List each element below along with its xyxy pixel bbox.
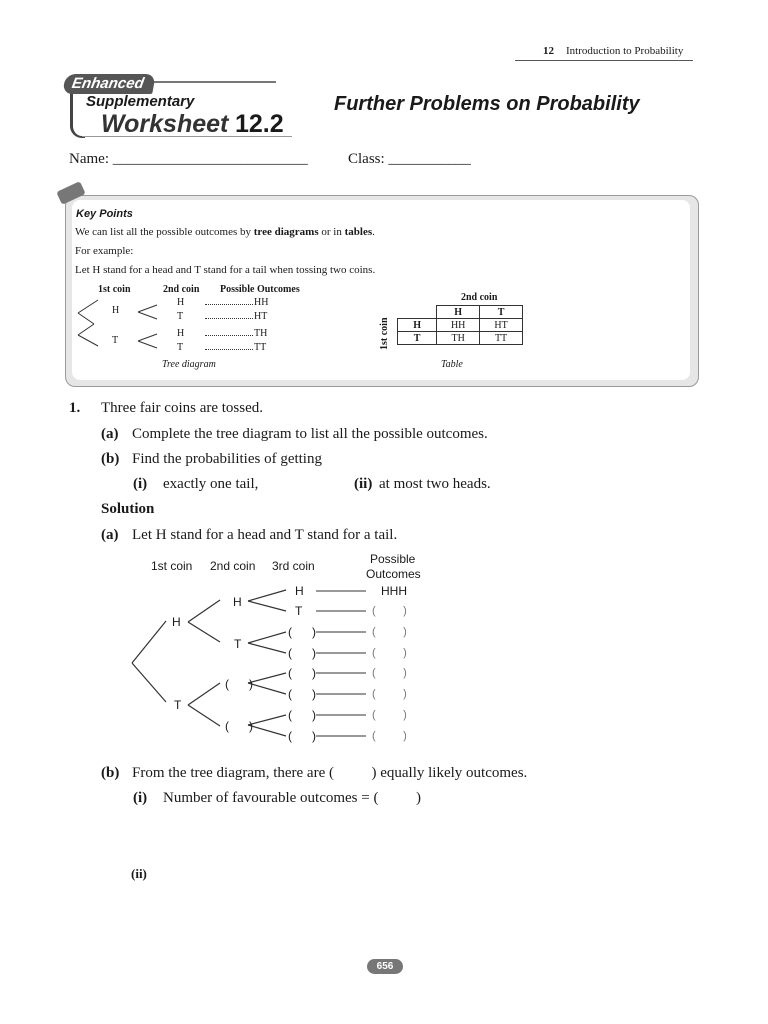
kp-tree-caption: Tree diagram [162, 359, 216, 370]
tree-branch [188, 622, 220, 642]
kp-table-cell: TT [480, 332, 523, 345]
solution-b-label: (b) [101, 765, 120, 781]
kp-tree-second: T [177, 311, 184, 322]
tree-branch [188, 600, 220, 622]
class-field: Class: ___________ [348, 151, 471, 167]
kp-dotted-leader [205, 318, 253, 319]
kp-tree-head-3: Possible Outcomes [220, 284, 300, 295]
tree-second-blank: ( ) [225, 719, 253, 733]
solution-heading: Solution [101, 501, 155, 517]
kp-table-cell: HT [480, 319, 523, 332]
kp-branch [78, 335, 98, 346]
tree-head-1: 1st coin [151, 559, 193, 573]
tree-branch [248, 725, 286, 736]
kp-tree-head-2: 2nd coin [163, 284, 200, 295]
header-rule [515, 60, 693, 61]
kp-branch [78, 300, 98, 313]
kp-table-cell: TH [437, 332, 480, 345]
kp-table-col: T [480, 306, 523, 319]
kp-table-header-row [398, 306, 523, 319]
question-number: 1. [69, 400, 81, 416]
tree-outcome-blank: ( ) [372, 730, 407, 742]
worksheet-label: Worksheet [101, 110, 229, 138]
chapter-title: Introduction to Probability [566, 45, 684, 57]
kp-branch [138, 334, 157, 341]
tree-branch [188, 705, 220, 726]
kp-tree-outcome: TT [254, 342, 267, 353]
tree-head-3: 3rd coin [272, 559, 315, 573]
kp-table-col-header: 2nd coin [461, 292, 498, 303]
kp-bold-tree: tree diagrams [253, 226, 319, 238]
kp-table-corner [398, 306, 437, 319]
kp-branch [138, 305, 157, 312]
solution-b-i-label: (i) [133, 790, 148, 806]
tree-second: H [233, 595, 242, 609]
tree-outcome-blank: ( ) [372, 605, 407, 617]
kp-bold-tables: tables [344, 226, 373, 238]
tree-first-h: H [172, 615, 181, 629]
tree-head-4a: Possible [370, 552, 416, 566]
tree-branch [132, 621, 166, 663]
kp-tree-second: H [177, 328, 185, 339]
question-b-label: (b) [101, 451, 120, 467]
tree-branch [132, 663, 166, 702]
kp-dotted-leader [205, 304, 253, 305]
solution-b-text: From the tree diagram, there are ( ) equally likely outcomes. [132, 765, 528, 781]
tree-branch [248, 673, 286, 683]
brand-top-rule [140, 81, 276, 83]
question-stem: Three fair coins are tossed. [101, 400, 264, 416]
kp-tree-branches [74, 296, 174, 356]
kp-tree-outcome: HT [254, 311, 268, 322]
question-a-label: (a) [101, 426, 119, 442]
enhanced-tag: Enhanced [62, 74, 155, 94]
kp-branch [138, 341, 157, 348]
key-points-heading: Key Points [76, 208, 133, 220]
question-b-i-text: exactly one tail, [163, 476, 259, 492]
worksheet-number: 12.2 [235, 110, 284, 138]
tree-branch [248, 643, 286, 653]
kp-table-row [398, 319, 523, 332]
question-b-i-label: (i) [133, 476, 148, 492]
solution-b-i-text: Number of favourable outcomes = ( ) [163, 790, 421, 806]
tree-second: T [234, 637, 242, 651]
tree-third-blank: ( ) [288, 729, 316, 743]
kp-branch [78, 324, 94, 335]
kp-tree-first-h: H [112, 305, 120, 316]
question-b-ii-text: at most two heads. [379, 476, 491, 492]
kp-tree-second: T [177, 342, 184, 353]
kp-table-row-header: 1st coin [379, 317, 390, 350]
tree-branch [248, 601, 286, 611]
tree-head-2: 2nd coin [210, 559, 256, 573]
kp-branch [138, 312, 157, 319]
kp-text: . [372, 226, 375, 238]
kp-tree-second: H [177, 297, 185, 308]
kp-text: or in [318, 226, 345, 238]
question-b-ii-label: (ii) [354, 476, 373, 492]
kp-table [397, 305, 523, 345]
tree-outcome: HHH [381, 584, 407, 598]
tree-outcome-blank: ( ) [372, 647, 407, 659]
tree-outcome-blank: ( ) [372, 709, 407, 721]
tree-second-blank: ( ) [225, 677, 253, 691]
key-points-line-3: Let H stand for a head and T stand for a tail when tossing two coins. [75, 264, 376, 276]
question-a-text: Complete the tree diagram to list all the possible outcomes. [132, 426, 488, 442]
tree-third-blank: ( ) [288, 666, 316, 680]
tree-outcome-blank: ( ) [372, 626, 407, 638]
tree-third: T [295, 604, 303, 618]
kp-tree-first-t: T [112, 335, 119, 346]
tree-third-blank: ( ) [288, 625, 316, 639]
question-b-text: Find the probabilities of getting [132, 451, 322, 467]
name-field: Name: __________________________ [69, 151, 308, 167]
kp-dotted-leader [205, 335, 253, 336]
tree-first-t: T [174, 698, 182, 712]
kp-text: We can list all the possible outcomes by [75, 226, 254, 238]
tree-branch [248, 683, 286, 694]
tree-branch [188, 683, 220, 705]
tree-branches [128, 585, 378, 745]
kp-branch [78, 313, 94, 324]
kp-tree-head-1: 1st coin [98, 284, 131, 295]
supplementary-label: Supplementary [86, 93, 195, 110]
kp-tree-outcome: HH [254, 297, 269, 308]
kp-table-caption: Table [441, 359, 463, 370]
kp-table-row [398, 332, 523, 345]
kp-table-cell: HH [437, 319, 480, 332]
tree-third-blank: ( ) [288, 708, 316, 722]
tree-third-blank: ( ) [288, 646, 316, 660]
brand-bracket [70, 88, 85, 138]
kp-table-col: H [437, 306, 480, 319]
key-points-line-2: For example: [75, 245, 134, 257]
tree-outcome-blank: ( ) [372, 667, 407, 679]
tree-head-4b: Outcomes [366, 567, 421, 581]
tree-branch [248, 632, 286, 643]
kp-tree-outcome: TH [254, 328, 268, 339]
solution-b-ii-label: (ii) [131, 866, 147, 881]
kp-table-row-label: T [398, 332, 437, 345]
tree-branch [248, 715, 286, 725]
page-number: 656 [376, 961, 394, 972]
solution-a-text: Let H stand for a head and T stand for a tail. [132, 527, 398, 543]
key-points-line-1 [75, 226, 375, 238]
tree-outcome-blank: ( ) [372, 688, 407, 700]
kp-dotted-leader [205, 349, 253, 350]
kp-table-row-label: H [398, 319, 437, 332]
kp-table-row-header-wrap [377, 312, 397, 352]
chapter-number: 12 [543, 45, 554, 57]
tree-third: H [295, 584, 304, 598]
page-title: Further Problems on Probability [334, 93, 640, 115]
tree-branch [248, 590, 286, 601]
solution-a-label: (a) [101, 527, 119, 543]
tree-third-blank: ( ) [288, 687, 316, 701]
